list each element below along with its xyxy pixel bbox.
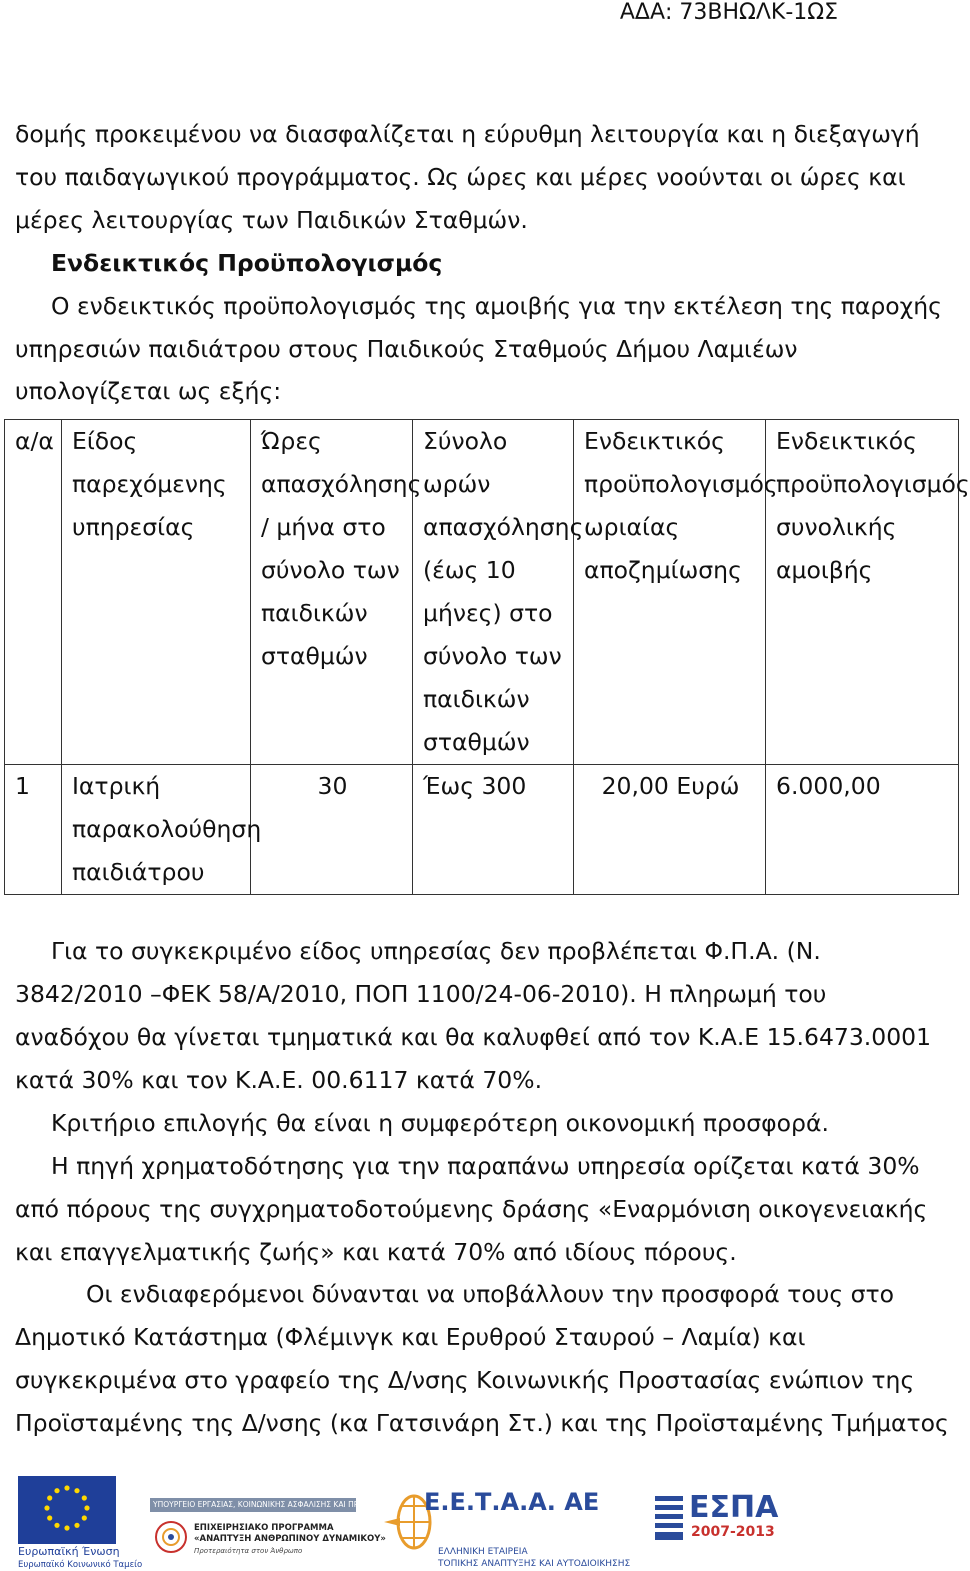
cell-hours-month: 30: [251, 765, 413, 895]
header-text: συνολικής: [776, 513, 897, 541]
eetaa-name: Ε.Ε.Τ.Α.Α. ΑΕ: [424, 1488, 600, 1516]
header-text: απασχόλησης: [423, 513, 584, 541]
header-text: μήνες) στο: [423, 599, 553, 627]
espa-name: ΕΣΠΑ: [689, 1490, 779, 1525]
header-text: παιδικών: [423, 685, 530, 713]
header-cell-total-budget: [766, 420, 970, 765]
eu-sublabel: Ευρωπαϊκό Κοινωνικό Ταμείο: [18, 1560, 143, 1570]
service-text: παρακολούθηση: [72, 815, 262, 843]
intro-line: του παιδαγωγικού προγράμματος. Ως ώρες και μέρες νοούνται οι ώρες και: [15, 163, 906, 191]
header-text: α/α: [15, 427, 54, 455]
header-text: Ώρες: [261, 427, 322, 455]
cell-aa: 1: [5, 765, 62, 895]
header-text: προϋπολογισμός: [776, 470, 970, 498]
header-text: απασχόλησης: [261, 470, 422, 498]
eetaa-logo: [380, 1478, 640, 1568]
criterion-line: Κριτήριο επιλογής θα είναι η συμφερότερη οικονομική προσφορά.: [51, 1109, 829, 1137]
header-text: σύνολο των: [261, 556, 400, 584]
header-text: ωριαίας: [584, 513, 680, 541]
programme-emblem-icon: [152, 1518, 190, 1556]
intro-line: δομής προκειμένου να διασφαλίζεται η εύρυθμη λειτουργία και η διεξαγωγή: [15, 120, 920, 148]
eu-flag-icon: [18, 1476, 116, 1544]
programme-motto: Προτεραιότητα στον Άνθρωπο: [194, 1547, 303, 1555]
header-cell-service: [62, 420, 251, 765]
table-header-row: [5, 420, 959, 765]
funding-line: και επαγγελματικής ζωής» και κατά 70% από ιδίους πόρους.: [15, 1238, 737, 1266]
cell-hourly: 20,00 Ευρώ: [574, 765, 766, 895]
header-text: υπηρεσίας: [72, 513, 195, 541]
header-text: αποζημίωσης: [584, 556, 742, 584]
submission-line: Οι ενδιαφερόμενοι δύνανται να υποβάλλουν την προσφορά τους στο: [86, 1280, 895, 1308]
service-text: παιδιάτρου: [72, 858, 205, 886]
header-text: Είδος: [72, 427, 138, 455]
header-text: προϋπολογισμός: [584, 470, 778, 498]
header-cell-aa: [5, 420, 62, 765]
header-text: Ενδεικτικός: [584, 427, 725, 455]
table-row: [5, 765, 959, 895]
ministry-label: ΥΠΟΥΡΓΕΙΟ ΕΡΓΑΣΙΑΣ, ΚΟΙΝΩΝΙΚΗΣ ΑΣΦΑΛΙΣΗΣ ΚΑΙ ΠΡΟΝΟΙΑΣ: [150, 1498, 356, 1512]
budget-intro-line: Ο ενδεικτικός προϋπολογισμός της αμοιβής για την εκτέλεση της παροχής: [51, 292, 942, 320]
funding-line: Η πηγή χρηματοδότησης για την παραπάνω υπηρεσία ορίζεται κατά 30%: [51, 1152, 920, 1180]
ada-code: ΑΔΑ: 73ΒΗΩΛΚ-1ΩΣ: [619, 0, 838, 25]
header-text: σταθμών: [423, 728, 530, 756]
eetaa-sublabel: ΤΟΠΙΚΗΣ ΑΝΑΠΤΥΞΗΣ ΚΑΙ ΑΥΤΟΔΙΟΙΚΗΣΗΣ: [438, 1559, 631, 1569]
funding-line: από πόρους της συγχρηματοδοτούμενης δράσης «Εναρμόνιση οικογενειακής: [15, 1195, 928, 1223]
header-text: Σύνολο: [423, 427, 508, 455]
espa-years: 2007-2013: [691, 1524, 775, 1540]
vat-line: Για το συγκεκριμένο είδος υπηρεσίας δεν προβλέπεται Φ.Π.Α. (Ν.: [51, 937, 821, 965]
vat-line: κατά 30% και τον Κ.Α.Ε. 00.6117 κατά 70%.: [15, 1066, 543, 1094]
cell-total: 6.000,00: [766, 765, 959, 895]
vat-line: 3842/2010 –ΦΕΚ 58/Α/2010, ΠΟΠ 1100/24-06-2010). Η πληρωμή του: [15, 980, 827, 1008]
header-text: Ενδεικτικός: [776, 427, 917, 455]
footer-logos: [0, 1470, 960, 1571]
submission-line: Δημοτικό Κατάστημα (Φλέμινγκ και Ερυθρού Σταυρού – Λαμία) και: [15, 1323, 806, 1351]
intro-line: μέρες λειτουργίας των Παιδικών Σταθμών.: [15, 206, 528, 234]
header-cell-hours-month: [251, 420, 422, 765]
espa-logo: [655, 1490, 779, 1562]
greek-flag-icon: [655, 1496, 683, 1540]
budget-intro-line: υπολογίζεται ως εξής:: [15, 377, 282, 405]
submission-line: Προϊσταμένης της Δ/νσης (κα Γατσινάρη Στ.) και της Προϊσταμένης Τμήματος: [15, 1409, 949, 1437]
header-text: παιδικών: [261, 599, 368, 627]
programme-subtitle: «ΑΝΑΠΤΥΞΗ ΑΝΘΡΩΠΙΝΟΥ ΔΥΝΑΜΙΚΟΥ»: [194, 1534, 386, 1544]
header-text: παρεχόμενης: [72, 470, 227, 498]
eu-logo: [18, 1476, 143, 1570]
vat-line: αναδόχου θα γίνεται τμηματικά και θα καλυφθεί από τον Κ.Α.Ε 15.6473.0001: [15, 1023, 932, 1051]
eu-label: Ευρωπαϊκή Ένωση: [18, 1545, 120, 1558]
budget-intro-line: υπηρεσιών παιδιάτρου στους Παιδικούς Σταθμούς Δήμου Λαμιέων: [15, 335, 798, 363]
service-text: Ιατρική: [72, 772, 161, 800]
header-text: σύνολο των: [423, 642, 562, 670]
budget-table: [4, 419, 970, 895]
header-text: ωρών: [423, 470, 491, 498]
header-text: αμοιβής: [776, 556, 873, 584]
cell-total-hours: Έως 300: [413, 765, 574, 895]
header-text: / μήνα στο: [261, 513, 386, 541]
header-cell-total-hours: [413, 420, 584, 765]
header-text: σταθμών: [261, 642, 368, 670]
eetaa-label: ΕΛΛΗΝΙΚΗ ΕΤΑΙΡΕΙΑ: [438, 1547, 528, 1557]
cell-service: [62, 765, 262, 895]
header-cell-hourly-budget: [574, 420, 778, 765]
operational-programme-logo: [150, 1498, 388, 1568]
submission-line: συγκεκριμένα στο γραφείο της Δ/νσης Κοινωνικής Προστασίας ενώπιον της: [15, 1366, 915, 1394]
budget-heading: Ενδεικτικός Προϋπολογισμός: [51, 249, 443, 277]
programme-label: ΕΠΙΧΕΙΡΗΣΙΑΚΟ ΠΡΟΓΡΑΜΜΑ: [194, 1523, 334, 1533]
header-text: (έως 10: [423, 556, 516, 584]
